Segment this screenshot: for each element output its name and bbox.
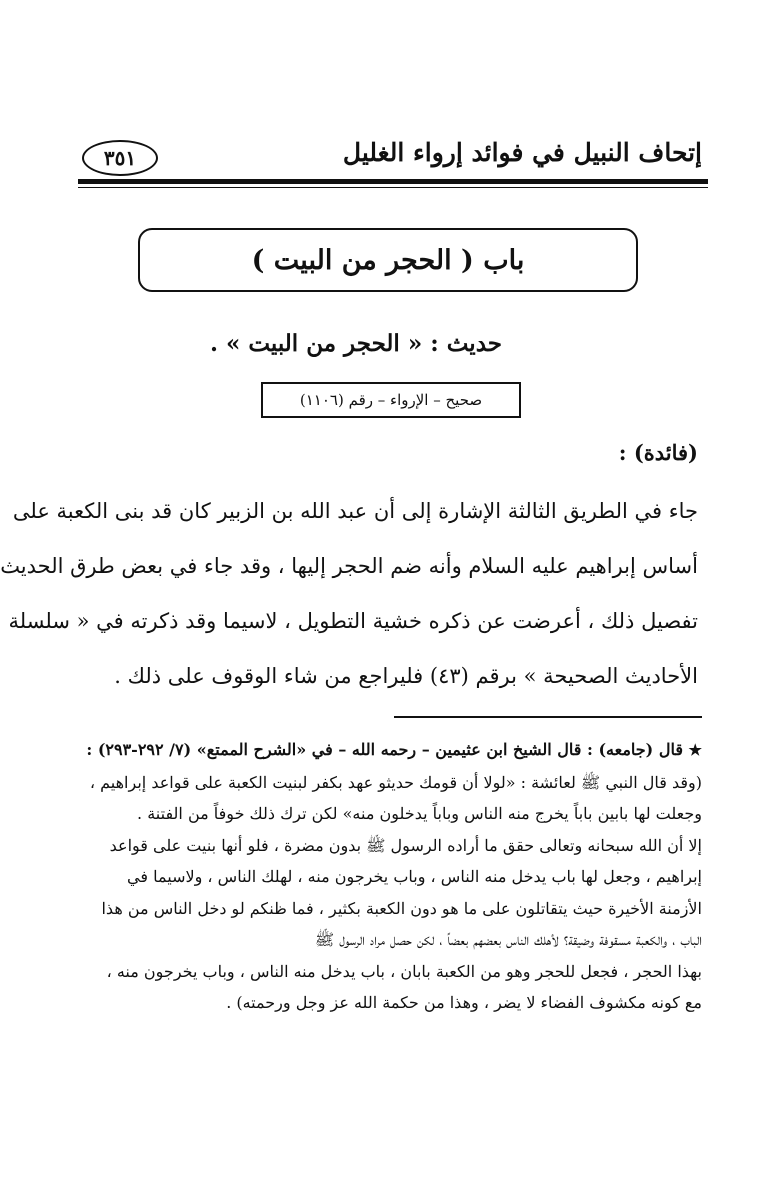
page-number-oval bbox=[82, 140, 158, 176]
footnote-line: (وقد قال النبي ﷺ لعائشة : «لولا أن قومك حديثو عهد بكفر لبنيت الكعبة على قواعد إبراهيم ، bbox=[89, 772, 702, 792]
footnote-heading-line bbox=[58, 734, 702, 767]
star-icon: ★ bbox=[688, 741, 702, 759]
footnote-line: الباب ، والكعبة مسقوفة وضيقة؟ لأهلك الناس بعضهم بعضاً ، لكن حصل مراد الرسول ﷺ bbox=[314, 930, 702, 949]
chapter-title-box bbox=[138, 228, 638, 292]
benefit-line: تفصيل ذلك ، أعرضت عن ذكره خشية التطويل ، لاسيما وقد ذكرته في « سلسلة bbox=[8, 609, 698, 633]
footnote-line: إبراهيم ، وجعل لها باب يدخل منه الناس ، وباب يخرجون منه ، لهلك الناس ، ولاسيما في bbox=[127, 867, 702, 886]
benefit-line: جاء في الطريق الثالثة الإشارة إلى أن عبد الله بن الزبير كان قد بنى الكعبة على bbox=[12, 499, 698, 523]
header-rule-thin bbox=[78, 187, 708, 188]
header-rule-thick bbox=[78, 179, 708, 184]
footnote-line: بهذا الحجر ، فجعل للحجر وهو من الكعبة بابان ، باب يدخل منه الناس ، وباب يخرجون منه ، bbox=[106, 961, 702, 981]
running-header-title: إتحاف النبيل في فوائد إرواء الغليل bbox=[342, 138, 702, 167]
footnote-line: مع كونه مكشوف الفضاء لا يضر ، وهذا من حكمة الله عز وجل ورحمته) . bbox=[226, 993, 702, 1012]
benefit-line: الأحاديث الصحيحة » برقم (٤٣) فليراجع من شاء الوقوف على ذلك . bbox=[114, 664, 698, 688]
footnote-block bbox=[58, 734, 702, 1019]
footnote-separator bbox=[394, 716, 702, 718]
benefit-paragraph bbox=[0, 484, 698, 704]
footnote-line: إلا أن الله سبحانه وتعالى حقق ما أراده الرسول ﷺ بدون مضرة ، فلو أنها بنيت على قواعد bbox=[109, 835, 702, 855]
footnote-line: وجعلت لها بابين باباً يخرج منه الناس وباباً يدخلون منه» لكن ترك ذلك خوفاً من الفتنة . bbox=[137, 804, 702, 823]
page-number: ٣٥١ bbox=[103, 146, 137, 170]
benefit-heading: (فائدة) : bbox=[618, 440, 698, 465]
footnote-line: الأزمنة الأخيرة حيث يتقاتلون على ما هو دون الكعبة بكثير ، فما ظنكم لو دخل الناس من هذا bbox=[101, 898, 702, 918]
chapter-title: باب ( الحجر من البيت ) bbox=[251, 244, 525, 276]
benefit-line: أساس إبراهيم عليه السلام وأنه ضم الحجر إليها ، وقد جاء في بعض طرق الحديث bbox=[0, 554, 698, 578]
hadith-text: حديث : « الحجر من البيت » . bbox=[209, 330, 502, 357]
hadith-grade: صحيح – الإرواء – رقم (١١٠٦) bbox=[299, 391, 483, 409]
footnote-heading: قال (جامعه) : قال الشيخ ابن عثيمين – رحمه الله – في «الشرح الممتع» (٧/ ٢٩٢-٢٩٣) : bbox=[86, 740, 683, 759]
hadith-grade-box bbox=[261, 382, 521, 418]
